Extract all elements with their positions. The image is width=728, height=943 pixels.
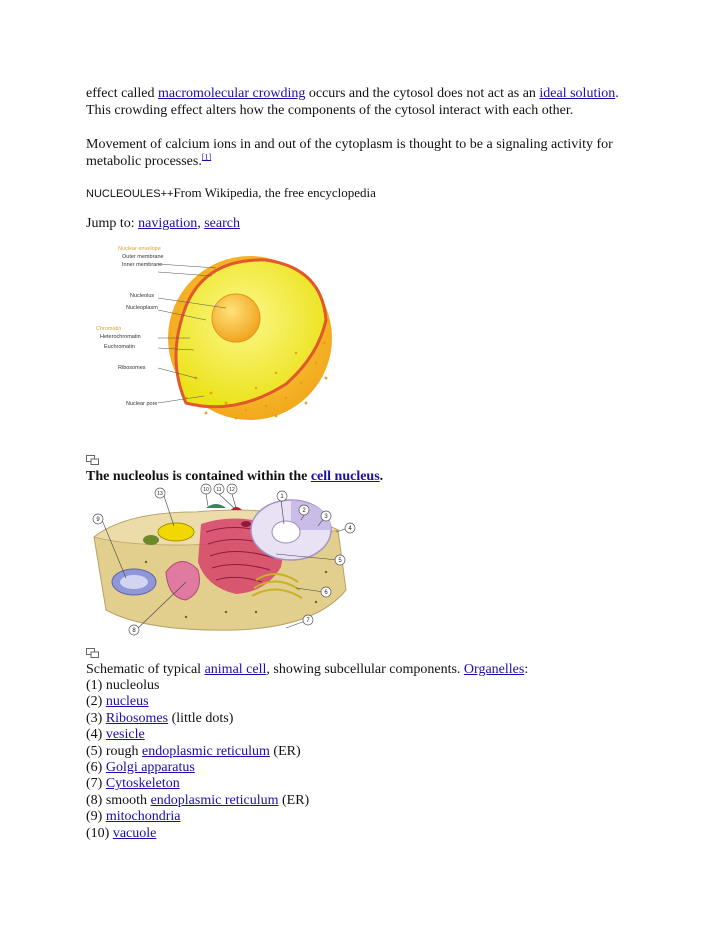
enlarge-icon[interactable] (86, 455, 99, 465)
item-text: nucleolus (105, 678, 160, 693)
caption-animal-cell (86, 661, 686, 678)
list-item (86, 678, 686, 694)
heading-prefix: NUCLEOULES++ (86, 188, 174, 200)
text: occurs and the cytosol does not act as an (305, 86, 540, 101)
item-number: (8) (86, 792, 106, 808)
item-number: (7) (86, 776, 106, 792)
label-nucleolus: Nucleolus (130, 293, 155, 299)
item-text: smooth (105, 792, 151, 808)
text: effect called (86, 86, 159, 101)
text: This crowding effect alters how the components of the cytosol interact with each other. (86, 103, 574, 118)
label-nuclear-pore: Nuclear pore (126, 401, 158, 407)
organelle-list (86, 678, 686, 842)
callout-13: 13 (157, 491, 163, 498)
callout-4: 4 (348, 526, 352, 533)
callout-8: 8 (132, 628, 136, 635)
callout-3: 3 (324, 514, 328, 521)
label-chromatin: Chromatin (96, 326, 122, 332)
text: metabolic processes. (86, 154, 202, 169)
link-vesicle[interactable]: vesicle (105, 727, 145, 743)
nucleolus-shape (272, 521, 300, 543)
item-number: (9) (86, 809, 106, 825)
label-inner-membrane: Inner membrane (122, 262, 163, 268)
link-navigation[interactable]: navigation (138, 216, 198, 231)
list-item (86, 760, 686, 776)
text: . (379, 469, 384, 484)
link-search[interactable]: search (204, 216, 240, 231)
list-item (86, 826, 686, 842)
item-text: (ER) (278, 792, 310, 808)
paragraph-crowding (86, 85, 686, 119)
item-text: rough (105, 743, 142, 759)
text: , (197, 216, 205, 231)
item-text: (ER) (269, 743, 301, 759)
link-mitochondria[interactable]: mitochondria (105, 809, 181, 825)
label-nuclear-envelope: Nuclear envelope (118, 246, 161, 252)
list-item (86, 744, 686, 760)
link-organelles[interactable]: Organelles (463, 662, 525, 677)
nucleolus-sphere (212, 294, 260, 342)
list-item (86, 809, 686, 825)
link-endoplasmic-reticulum[interactable]: endoplasmic reticulum (150, 792, 279, 808)
item-number: (5) (86, 743, 106, 759)
link-cell-nucleus[interactable]: cell nucleus (310, 469, 380, 484)
callout-6: 6 (324, 590, 328, 597)
reference-link[interactable]: [1] (201, 152, 212, 162)
item-number: (2) (86, 694, 106, 710)
link-vacuole[interactable]: vacuole (112, 825, 157, 841)
item-number: (6) (86, 760, 106, 776)
callout-5: 5 (338, 558, 342, 565)
text: . (615, 86, 619, 101)
link-ideal-solution[interactable]: ideal solution (539, 86, 616, 101)
text: Movement of calcium ions in and out of the cytoplasm is thought to be a signaling activity for (86, 137, 613, 152)
jump-label: Jump to: (86, 216, 139, 231)
paragraph-calcium (86, 136, 686, 170)
list-item (86, 776, 686, 792)
enlarge-icon[interactable] (86, 648, 99, 658)
label-ribosomes: Ribosomes (118, 365, 146, 371)
link-endoplasmic-reticulum[interactable]: endoplasmic reticulum (142, 743, 270, 759)
text: The nucleolus is contained within the (86, 469, 311, 484)
callout-12: 12 (229, 487, 235, 494)
callout-11: 11 (216, 487, 222, 494)
text: Schematic of typical (86, 662, 205, 677)
link-cytoskeleton[interactable]: Cytoskeleton (105, 776, 180, 792)
item-number: (10) (86, 825, 113, 841)
list-item (86, 727, 686, 743)
list-item (86, 793, 686, 809)
text: , showing subcellular components. (266, 662, 464, 677)
link-nucleus[interactable]: nucleus (105, 694, 149, 710)
list-item (86, 694, 686, 710)
label-outer-membrane: Outer membrane (122, 254, 164, 260)
item-number: (4) (86, 727, 106, 743)
label-euchromatin: Euchromatin (104, 344, 135, 350)
callout-9: 9 (96, 517, 100, 524)
item-number: (1) (86, 678, 106, 693)
link-macromolecular-crowding[interactable]: macromolecular crowding (158, 86, 306, 101)
callout-2: 2 (302, 508, 306, 515)
item-number: (3) (86, 710, 106, 726)
callout-7: 7 (306, 618, 310, 625)
wiki-heading (86, 184, 686, 203)
link-ribosomes[interactable]: Ribosomes (105, 710, 169, 726)
jump-to-line (86, 215, 240, 232)
label-nucleoplasm: Nucleoplasm (126, 305, 158, 311)
callout-10: 10 (203, 487, 209, 494)
animal-cell-diagram (86, 482, 366, 642)
nucleus-diagram (86, 238, 346, 433)
text: : (524, 662, 529, 677)
heading-rest: From Wikipedia, the free encyclopedia (173, 185, 376, 200)
label-heterochromatin: Heterochromatin (100, 334, 141, 340)
list-item (86, 711, 686, 727)
link-golgi-apparatus[interactable]: Golgi apparatus (105, 760, 195, 776)
link-animal-cell[interactable]: animal cell (204, 662, 267, 677)
callout-1: 1 (280, 494, 284, 501)
item-text: (little dots) (168, 710, 234, 726)
